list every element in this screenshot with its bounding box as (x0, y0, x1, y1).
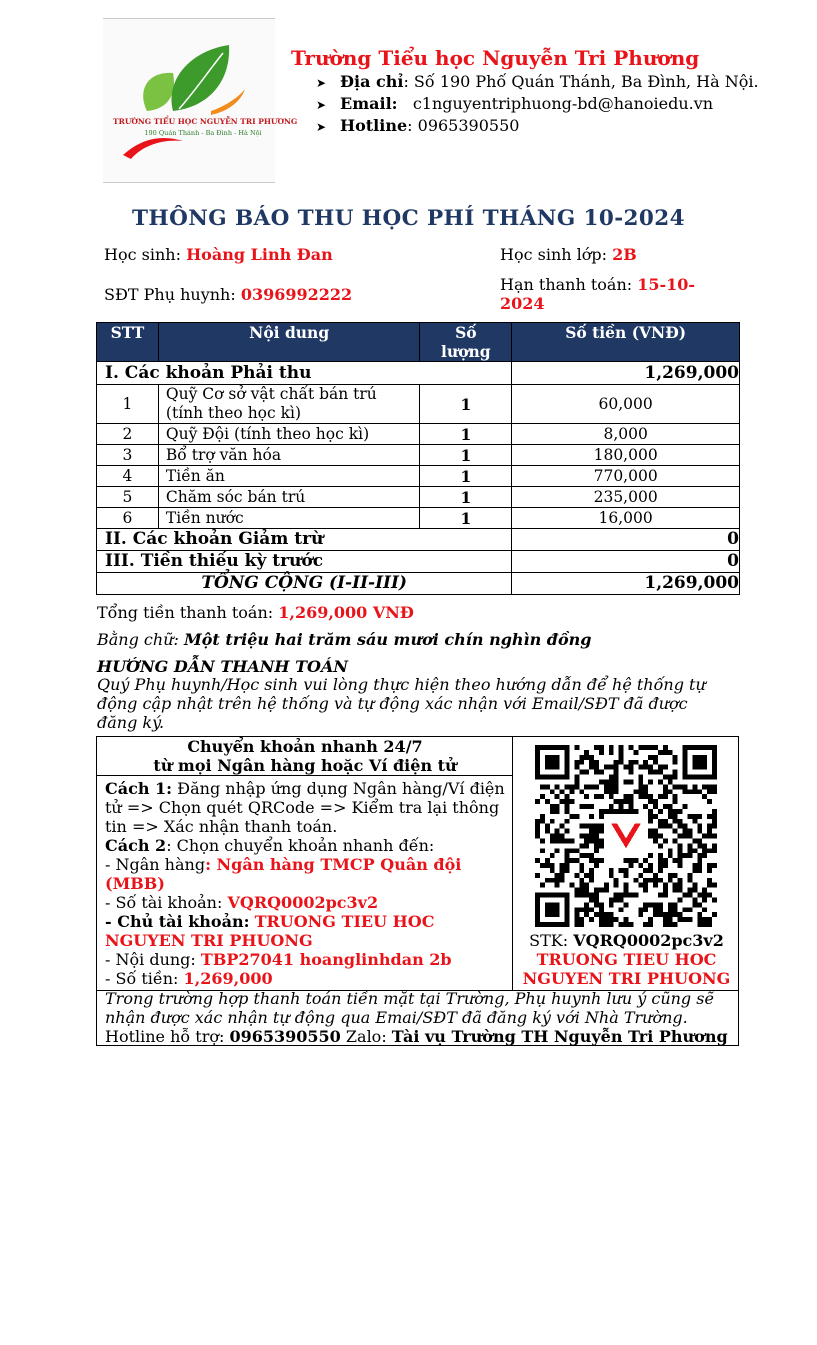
row-content: Bổ trợ văn hóa (158, 445, 419, 466)
row-qty: 1 (420, 487, 512, 508)
total-payment-line (97, 603, 414, 622)
row-stt: 4 (97, 466, 159, 487)
arrow-bullet-icon: ➤ (316, 98, 327, 112)
logo-address: 190 Quán Thánh - Ba Đình - Hà Nội (144, 129, 262, 137)
total-payment-label: Tổng tiền thanh toán: (97, 603, 274, 622)
row-content: Quỹ Đội (tính theo học kì) (158, 424, 419, 445)
row-qty: 1 (420, 385, 512, 424)
total-payment-value: 1,269,000 VNĐ (278, 603, 414, 622)
logo-leaves-icon (103, 19, 298, 182)
method1-label: Cách 1: (105, 779, 173, 798)
payment-guide-line: động cập nhật trên hệ thống và tự động xác nhận với Email/SĐT đã được (97, 694, 688, 713)
row-stt: 3 (97, 445, 159, 466)
row-content: Chăm sóc bán trú (158, 487, 419, 508)
table-row (97, 487, 740, 508)
grand-total-label: TỔNG CỘNG (I-II-III) (97, 573, 512, 595)
fast-transfer-heading (97, 737, 513, 775)
email-line (316, 94, 713, 113)
arrow-bullet-icon: ➤ (316, 76, 327, 90)
row-content: Tiền nước (158, 508, 419, 529)
qr-caption (513, 931, 740, 988)
section-arrears-total: 0 (512, 551, 740, 573)
student-name-value: Hoàng Linh Đan (186, 245, 333, 264)
grand-total-row (97, 573, 740, 595)
table-row (97, 445, 740, 466)
fast-transfer-title: Chuyển khoản nhanh 24/7 (187, 737, 423, 756)
table-row (97, 424, 740, 445)
student-class-label: Học sinh lớp: (500, 245, 608, 264)
row-amount: 180,000 (512, 445, 740, 466)
student-class-field (500, 245, 637, 264)
cash-payment-note (105, 989, 735, 1046)
section-deduction-row (97, 529, 740, 551)
deadline-value: 15-10- (637, 275, 696, 294)
parent-phone-field (104, 285, 352, 304)
qr-logo-icon (611, 824, 641, 849)
payment-instructions-box (96, 736, 739, 1046)
deadline-label: Hạn thanh toán: (500, 275, 633, 294)
grand-total-value: 1,269,000 (512, 573, 740, 595)
account-number-value[interactable]: VQRQ0002pc3v2 (227, 893, 379, 912)
transfer-amount-value: 1,269,000 (183, 969, 273, 988)
row-qty: 1 (420, 445, 512, 466)
student-name-label: Học sinh: (104, 245, 181, 264)
row-amount: 235,000 (512, 487, 740, 508)
zalo-value: Tài vụ Trường TH Nguyễn Tri Phương (391, 1027, 728, 1046)
transfer-steps (105, 779, 507, 988)
qr-finder-pattern (535, 745, 569, 779)
account-owner-value: TRUONG TIEU HOC (254, 912, 435, 931)
fast-transfer-subtitle: từ mọi Ngân hàng hoặc Ví điện tử (153, 756, 457, 775)
qr-finder-pattern (683, 745, 717, 779)
method2-text: : Chọn chuyển khoản nhanh đến: (166, 836, 435, 855)
section-arrears-label: III. Tiền thiếu kỳ trước (97, 551, 512, 573)
section-receivable-label: I. Các khoản Phải thu (97, 362, 512, 385)
method2-label: Cách 2 (105, 836, 167, 855)
account-owner-label: - Chủ tài khoản: (105, 912, 250, 931)
account-owner-value-cont: NGUYEN TRI PHUONG (105, 931, 313, 950)
qr-account-name-cont: NGUYEN TRI PHUONG (522, 969, 731, 988)
support-hotline-label: Hotline hỗ trợ: (105, 1027, 225, 1046)
section-receivable-total: 1,269,000 (512, 362, 740, 385)
row-amount: 8,000 (512, 424, 740, 445)
zalo-label: Zalo: (345, 1027, 387, 1046)
row-stt: 1 (97, 385, 159, 424)
cash-note-line: nhận được xác nhận tự động qua Emai/SĐT đã đăng ký với Nhà Trường. (105, 1008, 688, 1027)
row-qty: 1 (420, 424, 512, 445)
header-content: Nội dung (158, 323, 419, 362)
school-logo (103, 18, 298, 183)
method1-text: tin => Xác nhận thanh toán. (105, 817, 338, 836)
hotline-value: : 0965390550 (407, 116, 520, 135)
parent-phone-label: SĐT Phụ huynh: (104, 285, 236, 304)
row-amount: 60,000 (512, 385, 740, 424)
row-content: Tiền ăn (158, 466, 419, 487)
header-stt: STT (97, 323, 159, 362)
bank-label: - Ngân hàng (105, 855, 206, 874)
divider (97, 775, 513, 776)
transfer-memo-value[interactable]: TBP27041 hoanglinhdan 2b (200, 950, 452, 969)
payment-guide-line: Quý Phụ huynh/Học sinh vui lòng thực hiện theo hướng dẫn để hệ thống tự (97, 675, 706, 694)
email-label: Email: (340, 94, 398, 113)
row-stt: 6 (97, 508, 159, 529)
row-qty: 1 (420, 508, 512, 529)
method1-text: tử => Chọn quét QRCode => Kiểm tra lại thông (105, 798, 500, 817)
row-qty: 1 (420, 466, 512, 487)
table-header-row (97, 323, 740, 362)
page-title: THÔNG BÁO THU HỌC PHÍ THÁNG 10-2024 (132, 206, 685, 231)
transfer-amount-label: - Số tiền: (105, 969, 179, 988)
support-hotline-value: 0965390550 (229, 1027, 341, 1046)
payment-guide-title: HƯỚNG DẪN THANH TOÁN (97, 657, 348, 676)
address-label: Địa chỉ (340, 72, 404, 91)
logo-text: TRƯỜNG TIỂU HỌC NGUYỄN TRI PHƯƠNG (113, 117, 298, 126)
row-content: Quỹ Cơ sở vật chất bán trú (tính theo học kì) (158, 385, 419, 424)
payment-qr-code[interactable] (535, 745, 717, 927)
payment-guide-text (97, 675, 722, 732)
amount-in-words-line (97, 630, 591, 649)
qr-finder-pattern (535, 893, 569, 927)
section-deduction-total: 0 (512, 529, 740, 551)
arrow-bullet-icon: ➤ (316, 120, 327, 134)
address-value: : Số 190 Phố Quán Thánh, Ba Đình, Hà Nội. (403, 72, 759, 91)
row-stt: 2 (97, 424, 159, 445)
row-stt: 5 (97, 487, 159, 508)
address-line (316, 72, 759, 91)
payment-guide-line: đăng ký. (97, 713, 165, 732)
student-class-value: 2B (612, 245, 637, 264)
table-row (97, 508, 740, 529)
bank-code: (MBB) (105, 874, 165, 893)
transfer-memo-label: - Nội dung: (105, 950, 196, 969)
table-row (97, 466, 740, 487)
school-name: Trường Tiểu học Nguyễn Tri Phương (291, 46, 700, 70)
account-number-label: - Số tài khoản: (105, 893, 223, 912)
section-receivable-row (97, 362, 740, 385)
table-row (97, 385, 740, 424)
deadline-field (500, 275, 695, 313)
section-deduction-label: II. Các khoản Giảm trừ (97, 529, 512, 551)
student-name-field (104, 245, 333, 264)
row-amount: 770,000 (512, 466, 740, 487)
parent-phone-value: 0396992222 (240, 285, 353, 304)
hotline-label: Hotline (340, 116, 408, 135)
deadline-value-year: 2024 (500, 294, 545, 313)
stk-value: VQRQ0002pc3v2 (573, 931, 724, 950)
bank-value: : Ngân hàng TMCP Quân đội (205, 855, 462, 874)
qr-account-name: TRUONG TIEU HOC (536, 950, 717, 969)
amount-in-words-value: Một triệu hai trăm sáu mươi chín nghìn đồng (183, 630, 592, 649)
fee-table (96, 322, 740, 595)
header-qty: Số lượng (420, 323, 512, 362)
amount-in-words-label: Bằng chữ: (97, 630, 179, 649)
stk-label: STK: (529, 931, 569, 950)
hotline-line (316, 116, 519, 135)
method1-text: Đăng nhập ứng dụng Ngân hàng/Ví điện (172, 779, 505, 798)
cash-note-line: Trong trường hợp thanh toán tiền mặt tại Trường, Phụ huynh lưu ý cũng sẽ (105, 989, 714, 1008)
row-amount: 16,000 (512, 508, 740, 529)
email-value[interactable]: c1nguyentriphuong-bd@hanoiedu.vn (412, 94, 714, 113)
header-amount: Số tiền (VNĐ) (512, 323, 740, 362)
section-arrears-row (97, 551, 740, 573)
